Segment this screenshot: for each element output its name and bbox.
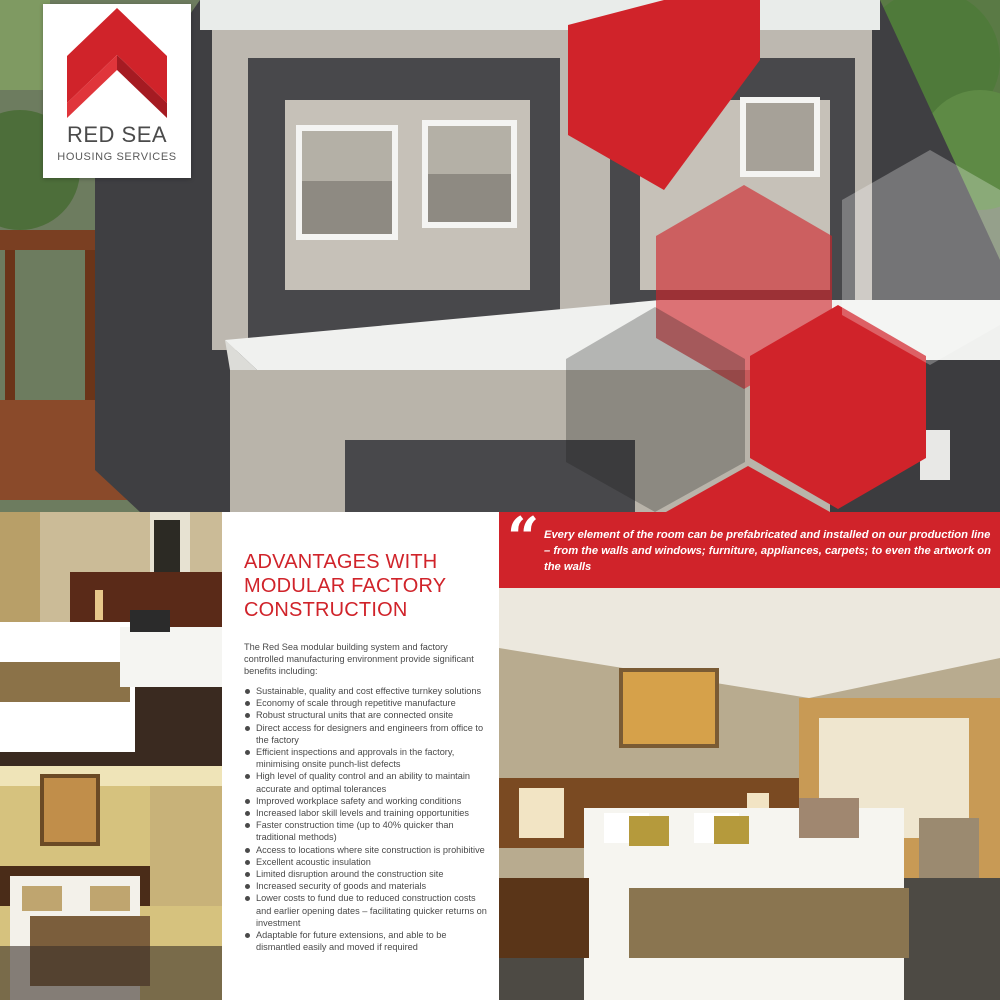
quote-banner xyxy=(499,505,1000,588)
logo-tagline: HOUSING SERVICES xyxy=(57,151,177,163)
benefit-item: Increased security of goods and materials xyxy=(244,880,492,892)
benefit-item: Faster construction time (up to 40% quicker than traditional methods) xyxy=(244,819,492,843)
benefit-item: Lower costs to fund due to reduced construction costs and earlier opening dates – facilitating quicker returns on investment xyxy=(244,892,492,929)
benefit-item: Limited disruption around the construction site xyxy=(244,868,492,880)
benefit-item: Direct access for designers and engineers from office to the factory xyxy=(244,722,492,746)
benefit-item: Access to locations where site construction is prohibitive xyxy=(244,844,492,856)
logo-card[interactable] xyxy=(43,4,191,178)
house-roof-icon xyxy=(67,8,167,118)
logo-name: RED SEA xyxy=(66,122,168,147)
advantages-title: ADVANTAGES WITH MODULAR FACTORY CONSTRUCTION xyxy=(244,551,446,621)
benefit-item: Adaptable for future extensions, and able to be dismantled easily and moved if required xyxy=(244,929,492,953)
benefit-item: Robust structural units that are connected onsite xyxy=(244,709,492,721)
benefit-item: Increased labor skill levels and training opportunities xyxy=(244,807,492,819)
benefits-list xyxy=(244,685,492,953)
bedroom-photo-main xyxy=(499,588,1000,1000)
advantages-section xyxy=(222,512,499,1000)
bedroom-photo-twin xyxy=(0,512,222,766)
benefit-item: High level of quality control and an ability to maintain accurate and optimal tolerances xyxy=(244,770,492,794)
benefit-item: Excellent acoustic insulation xyxy=(244,856,492,868)
benefit-item: Sustainable, quality and cost effective turnkey solutions xyxy=(244,685,492,697)
benefit-item: Improved workplace safety and working conditions xyxy=(244,795,492,807)
quote-text: Every element of the room can be prefabricated and installed on our production line – from the walls and windows; furniture, appliances, carpets; to even the artwork on the walls xyxy=(544,529,991,573)
benefit-item: Economy of scale through repetitive manufacture xyxy=(244,697,492,709)
quote-mark-icon: “ xyxy=(507,505,540,571)
benefit-item: Efficient inspections and approvals in the factory, minimising onsite punch-list defects xyxy=(244,746,492,770)
advantages-intro: The Red Sea modular building system and factory controlled manufacturing environment provide significant benefits including: xyxy=(244,642,474,676)
bedroom-photo-double xyxy=(0,766,222,1000)
